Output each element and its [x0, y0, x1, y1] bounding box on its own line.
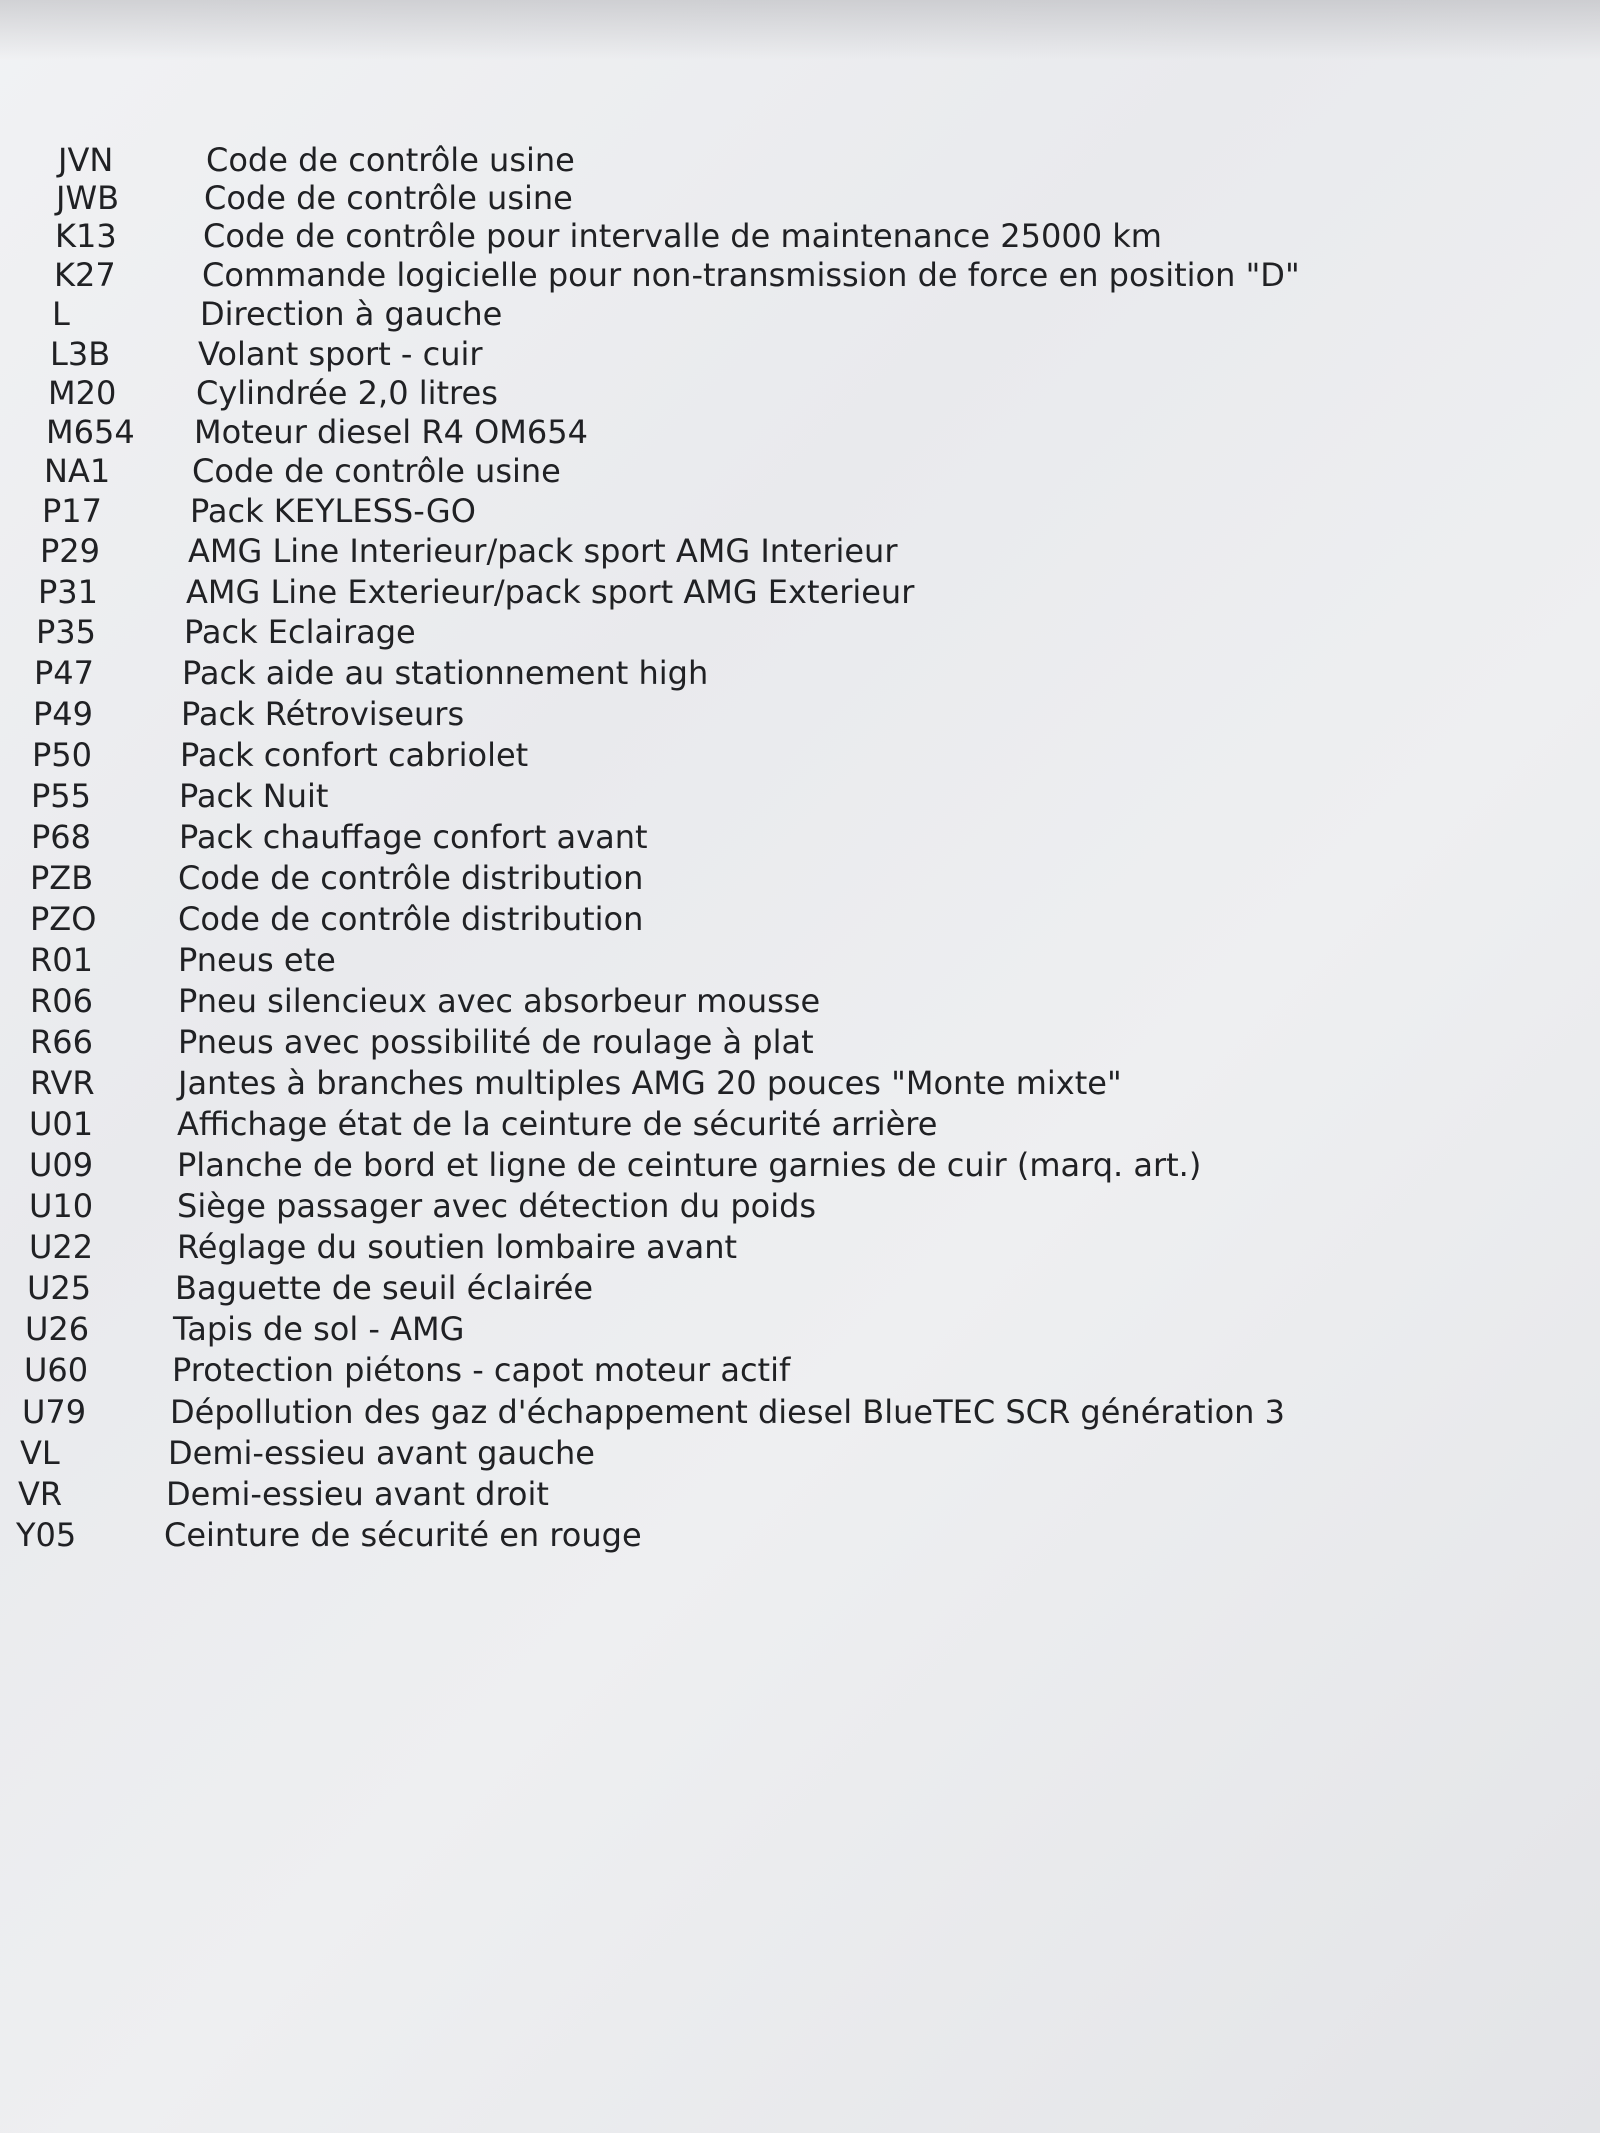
option-code: R06 — [30, 982, 93, 1020]
option-description: Code de contrôle usine — [204, 179, 573, 217]
option-description: Tapis de sol - AMG — [173, 1310, 465, 1348]
option-description: Direction à gauche — [200, 295, 503, 333]
option-description: Dépollution des gaz d'échappement diesel BlueTEC SCR génération 3 — [170, 1393, 1285, 1431]
option-code: U79 — [22, 1393, 87, 1431]
option-code: VR — [18, 1475, 63, 1513]
option-code: U22 — [29, 1228, 94, 1266]
option-description: Pneus ete — [178, 941, 336, 979]
option-code: M20 — [48, 374, 117, 412]
option-description: Réglage du soutien lombaire avant — [177, 1228, 738, 1266]
option-code: M654 — [46, 413, 135, 451]
option-description: Pack Nuit — [179, 777, 329, 815]
option-code: PZB — [30, 859, 94, 897]
option-code: R66 — [30, 1023, 93, 1061]
option-description: Moteur diesel R4 OM654 — [194, 413, 588, 451]
option-code: P31 — [38, 573, 99, 611]
option-code: U26 — [25, 1310, 90, 1348]
option-code: P35 — [36, 613, 97, 651]
option-description: Demi-essieu avant droit — [166, 1475, 549, 1513]
option-description: Pack confort cabriolet — [180, 736, 529, 774]
option-code: JWB — [56, 179, 120, 217]
option-description: Commande logicielle pour non-transmission de force en position "D" — [202, 256, 1300, 294]
option-description: Pack Eclairage — [184, 613, 416, 651]
option-code: P68 — [31, 818, 92, 856]
option-code: P55 — [31, 777, 92, 815]
option-description: Pack Rétroviseurs — [181, 695, 465, 733]
option-description: Jantes à branches multiples AMG 20 pouces "Monte mixte" — [178, 1064, 1122, 1102]
option-description: Code de contrôle usine — [192, 452, 561, 490]
option-description: Protection piétons - capot moteur actif — [172, 1351, 791, 1389]
option-code: VL — [20, 1434, 60, 1472]
option-code: NA1 — [44, 452, 111, 490]
option-code: JVN — [58, 141, 114, 179]
option-description: Baguette de seuil éclairée — [175, 1269, 594, 1307]
option-description: Code de contrôle distribution — [178, 859, 644, 897]
option-description: Pack KEYLESS-GO — [190, 492, 476, 530]
option-description: Planche de bord et ligne de ceinture garnies de cuir (marq. art.) — [177, 1146, 1202, 1184]
option-code: K13 — [55, 217, 117, 255]
option-code: L — [52, 295, 70, 333]
option-code: U10 — [29, 1187, 94, 1225]
option-description: Code de contrôle distribution — [178, 900, 644, 938]
option-description: Ceinture de sécurité en rouge — [164, 1516, 642, 1554]
option-description: Code de contrôle pour intervalle de maintenance 25000 km — [203, 217, 1162, 255]
option-description: Siège passager avec détection du poids — [177, 1187, 817, 1225]
option-code: Y05 — [16, 1516, 77, 1554]
option-description: Pneus avec possibilité de roulage à plat — [178, 1023, 814, 1061]
option-code: P29 — [40, 532, 101, 570]
option-description: AMG Line Interieur/pack sport AMG Interieur — [188, 532, 898, 570]
option-code: U01 — [29, 1105, 94, 1143]
option-code: P47 — [34, 654, 95, 692]
option-description: Cylindrée 2,0 litres — [196, 374, 498, 412]
option-code: P17 — [42, 492, 103, 530]
option-code: U25 — [27, 1269, 92, 1307]
option-description: AMG Line Exterieur/pack sport AMG Exterieur — [186, 573, 915, 611]
option-code: U60 — [24, 1351, 89, 1389]
option-description: Code de contrôle usine — [206, 141, 575, 179]
option-code: P50 — [32, 736, 93, 774]
option-code: K27 — [54, 256, 116, 294]
option-description: Pneu silencieux avec absorbeur mousse — [178, 982, 821, 1020]
option-code: P49 — [33, 695, 94, 733]
option-code: L3B — [50, 335, 111, 373]
option-description: Pack chauffage confort avant — [179, 818, 648, 856]
option-description: Volant sport - cuir — [198, 335, 483, 373]
option-description: Demi-essieu avant gauche — [168, 1434, 595, 1472]
option-code: R01 — [30, 941, 93, 979]
option-code: PZO — [30, 900, 97, 938]
option-code: U09 — [29, 1146, 94, 1184]
option-description: Pack aide au stationnement high — [182, 654, 709, 692]
option-code: RVR — [30, 1064, 95, 1102]
option-description: Affichage état de la ceinture de sécurité arrière — [177, 1105, 938, 1143]
